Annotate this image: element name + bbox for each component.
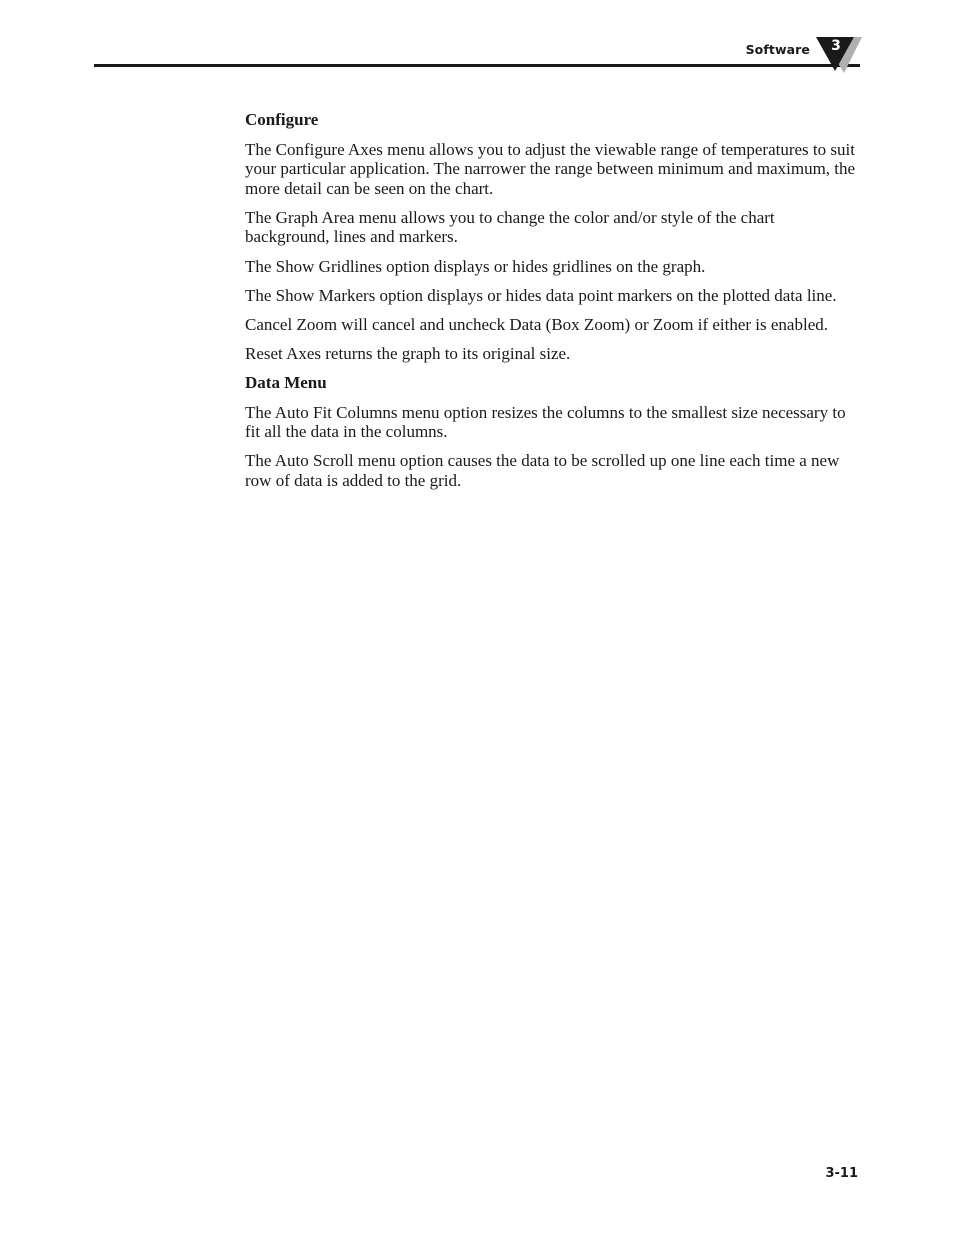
chapter-number: 3 bbox=[831, 38, 841, 54]
section-heading-configure: Configure bbox=[245, 110, 319, 129]
paragraph-configure-axes: The Configure Axes menu allows you to adjust the viewable range of temperatures to suit your particular application. The narrower the range between minimum and maximum, the more detail can be seen on the chart. bbox=[245, 139, 856, 198]
paragraph-show-markers: The Show Markers option displays or hides data point markers on the plotted data line. bbox=[245, 285, 837, 305]
main-content bbox=[245, 110, 859, 500]
paragraph-show-gridlines: The Show Gridlines option displays or hides gridlines on the graph. bbox=[245, 256, 706, 276]
header-rule bbox=[94, 64, 860, 67]
paragraph-graph-area: The Graph Area menu allows you to change the color and/or style of the chart background, lines and markers. bbox=[245, 207, 775, 247]
section-label: Software bbox=[745, 42, 810, 57]
paragraph-cancel-zoom: Cancel Zoom will cancel and uncheck Data (Box Zoom) or Zoom if either is enabled. bbox=[245, 314, 828, 334]
paragraph-auto-scroll: The Auto Scroll menu option causes the data to be scrolled up one line each time a new row of data is added to the grid. bbox=[245, 451, 840, 490]
section-heading-data-menu: Data Menu bbox=[245, 372, 327, 392]
page-number: 3-11 bbox=[825, 1166, 858, 1181]
paragraph-auto-fit-columns: The Auto Fit Columns menu option resizes the columns to the smallest size necessary to fit all the data in the columns. bbox=[245, 402, 846, 442]
paragraph-reset-axes: Reset Axes returns the graph to its original size. bbox=[245, 343, 571, 363]
